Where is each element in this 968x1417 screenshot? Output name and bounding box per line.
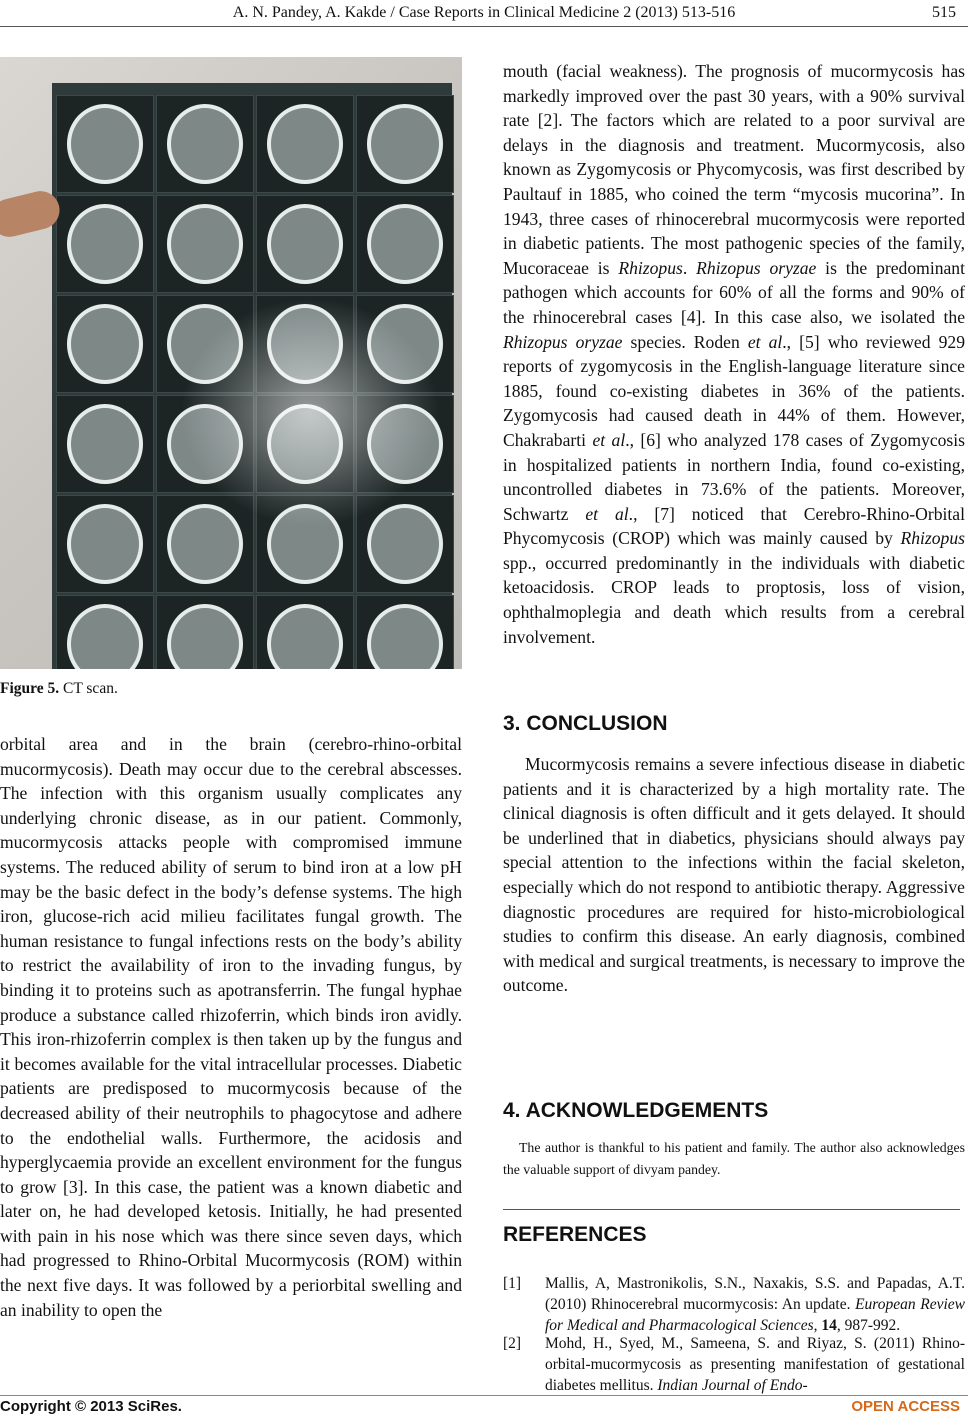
- ct-slice-image: [56, 395, 154, 493]
- copyright-notice: Copyright © 2013 SciRes.: [0, 1398, 182, 1415]
- acknowledgements-heading: 4. ACKNOWLEDGEMENTS: [503, 1099, 769, 1122]
- running-title: A. N. Pandey, A. Kakde / Case Reports in Clinical Medicine 2 (2013) 513-516: [232, 4, 736, 21]
- reference-number: [1]: [503, 1275, 522, 1292]
- reference-text: Mohd, H., Syed, M., Sameena, S. and Riyaz, S. (2011) Rhino-orbital-mucormycosis as presenting manifestation of gestational diabetes mellitus. Indian Journal of Endo-: [545, 1335, 965, 1394]
- body-paragraph: mouth (facial weakness). The prognosis of mucormycosis has markedly improved over the past 30 years, with a 90% survival rate [2]. The factors which are related to a poor survival are delays in the diagnosis and treatment. Mucormycosis, also known as Zygomycosis or Phycomycosis, was first described by Paultauf in 1885, who coined the term “mycosis mucorina”. In 1943, three cases of rhinocerebral mucormycosis were reported in diabetic patients. The most pathogenic species of the family, Mucoraceae is Rhizopus. Rhizopus oryzae is the predominant pathogen which accounts for 60% of all the forms and 90% of the rhinocerebral cases [4]. In this case also, we isolated the Rhizopus oryzae species. Roden et al., [5] who reviewed 929 reports of zygomycosis in the English-language literature since 1885, found co-existing diabetes in 36% of the patients. Zygomycosis had caused death in 44% of them. However, Chakrabarti et al., [6] who analyzed 178 cases of Zygomycosis in hospitalized patients in northern India, found co-existing, uncontrolled diabetes in 73.6% of the patients. Moreover, Schwartz et al., [7] noticed that Cerebro-Rhino-Orbital Phycomycosis (CROP) which was mainly caused by Rhizopus spp., occurred predominantly in the individuals with diabetic ketoacidosis. CROP leads to proptosis, loss of vision, ophthalmoplegia and death which results from a cerebral involvement.: [503, 61, 966, 647]
- caption-label: Figure 5.: [0, 680, 60, 697]
- conclusion-heading: 3. CONCLUSION: [503, 712, 668, 735]
- film-glare: [180, 297, 440, 527]
- ct-slice-image: [156, 95, 254, 193]
- body-paragraph: orbital area and in the brain (cerebro-rhino-orbital mucormycosis). Death may occur due to the cerebral abscesses. The infection with this organism usually complicates any underlying chronic disease, as in our patient. Commonly, mucormycosis attacks people with compromised immune systems. The reduced ability of serum to bind iron at a low pH may be the basic defect in the body’s defense systems. The high iron, glucose-rich acid milieu facilitates fungal growth. The human resistance to fungal infections rests on the body’s ability to restrict the availability of iron to the invading fungus, by binding it to proteins such as apotransferrin. The fungal hyphae produce a substance called rhizoferrin, which binds iron avidly. This iron-rhizoferrin complex is then taken up by the fungus and it becomes available for the vital intracellular processes. Diabetic patients are predisposed to mucormycosis because of the decreased ability of their neutrophils to phagocytose and adhere to the endothelial walls. Furthermore, the acidosis and hyperglycaemia provide an excellent environment for the fungus to grow [3]. In this case, the patient was a known diabetic and later on, he had developed ketosis. Initially, he had presented with pain in his nose which was there since seven days, which had progressed to Rhino-Orbital Mucormycosis (ROM) within the next five days. It was followed by a periorbital swelling and an inability to open the: [0, 734, 462, 1320]
- ct-slice-image: [56, 595, 154, 669]
- figure-caption: [0, 680, 118, 698]
- ct-slice-image: [256, 95, 354, 193]
- header-rule: [0, 26, 968, 27]
- caption-text: CT scan.: [59, 680, 118, 697]
- reference-item: [503, 1273, 965, 1336]
- references-rule: [503, 1209, 960, 1210]
- acknowledgements-body: [503, 1137, 965, 1181]
- left-column: [0, 732, 462, 1322]
- ct-scan-figure: [0, 57, 462, 669]
- reference-number: [2]: [503, 1335, 522, 1352]
- reference-text: Mallis, A, Mastronikolis, S.N., Naxakis, S.S. and Papadas, A.T. (2010) Rhinocerebral mucormycosis: An update. European Review for Medical and Pharmacological Sciences, 14, 987-992.: [545, 1275, 965, 1334]
- ct-slice-image: [56, 295, 154, 393]
- reference-item: [503, 1333, 965, 1396]
- ct-slice-image: [356, 95, 454, 193]
- ct-slice-image: [156, 195, 254, 293]
- footer-rule: [0, 1395, 968, 1396]
- ct-slice-image: [56, 495, 154, 593]
- references-heading: REFERENCES: [503, 1223, 647, 1246]
- body-paragraph: Mucormycosis remains a severe infectious disease in diabetic patients and it is characterized by a high mortality rate. The clinical diagnosis is often difficult and it gets delayed. It should be underlined that in diabetics, physicians should always pay special attention to the infections within the facial skeleton, especially which do not respond to antibiotic therapy. Aggressive diagnostic procedures are required for histo-microbiological studies to confirm this disease. An early diagnosis, combined with medical and surgical treatments, is necessary to improve the outcome.: [503, 754, 965, 996]
- right-column-discussion: [503, 59, 965, 649]
- ct-slice-image: [156, 595, 254, 669]
- ct-slice-image: [56, 195, 154, 293]
- ack-paragraph: The author is thankful to his patient and family. The author also acknowledges the valuable support of divyam pandey.: [503, 1140, 965, 1177]
- open-access-label: OPEN ACCESS: [851, 1398, 960, 1415]
- conclusion-body: [503, 752, 965, 998]
- page-header: [0, 0, 968, 26]
- ct-slice-image: [356, 195, 454, 293]
- ct-slice-image: [256, 595, 354, 669]
- ct-slice-image: [56, 95, 154, 193]
- page-number: 515: [932, 4, 956, 21]
- ct-slice-image: [256, 195, 354, 293]
- ct-slice-image: [356, 595, 454, 669]
- ct-slice-image: [156, 495, 254, 593]
